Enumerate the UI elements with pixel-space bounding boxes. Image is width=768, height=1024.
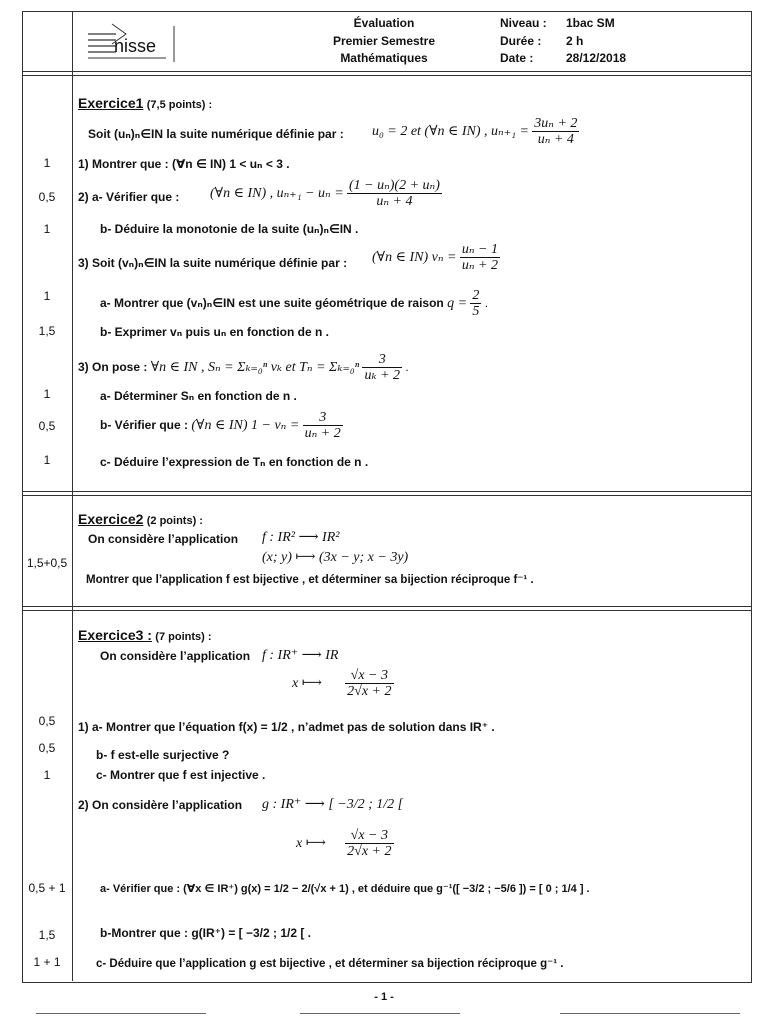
exercise2-heading xyxy=(78,511,203,527)
ex1-q3b: b- Exprimer vₙ puis uₙ en fonction de n . xyxy=(100,325,329,339)
exercise1-heading xyxy=(78,95,212,111)
ex1-q4a: a- Déterminer Sₙ en fonction de n . xyxy=(100,389,297,403)
ex1-q3-label: 3) Soit (vₙ)ₙ∈IN la suite numérique définie par : xyxy=(78,256,348,270)
points-ex3-1c: 1 xyxy=(43,768,51,782)
ex3-map2: x ⟼ $\frac{√x - 3}{2√x + 2}$ xyxy=(292,668,392,700)
points-ex3-1a: 0,5 xyxy=(38,714,56,728)
ex2-map1: f : IR² ⟶ IR² xyxy=(262,530,340,545)
ex2-line3: Montrer que l’application f est bijective , et déterminer sa bijection réciproque f⁻¹ . xyxy=(86,574,534,586)
points-q4c: 1 xyxy=(43,453,51,467)
points-q4a: 1 xyxy=(43,387,51,401)
exercise2-title: Exercice2 xyxy=(78,511,144,527)
header-title-2: Premier Semestre xyxy=(332,34,436,48)
points-column-divider xyxy=(72,11,73,981)
points-ex3-2a: 0,5 + 1 xyxy=(28,881,66,895)
header-divider xyxy=(22,71,751,76)
exercise1-title: Exercice1 xyxy=(78,95,144,111)
ex3-q2a: a- Vérifier que : (∀x ∈ IR⁺) g(x) = 1/2 − 2/(√x + 1) , et déduire que g⁻¹([ −3/2 ; −5/6 ]) = [ 0 ; 1/4 ] . xyxy=(100,883,590,895)
exercise3-title: Exercice3 : xyxy=(78,627,152,643)
footer-rule-left xyxy=(36,1013,206,1014)
duree-label: Durée : xyxy=(500,34,542,48)
section-divider-1 xyxy=(22,491,751,496)
date-label: Date : xyxy=(500,51,534,65)
exercise3-points: (7 points) : xyxy=(155,631,212,643)
ex1-q4: 3) On pose : ∀n ∈ IN , Sₙ = Σₖ₌₀ⁿ vₖ et Tₙ = Σₖ₌₀ⁿ $\frac{3}{\text{uₖ + 2}}$ . xyxy=(78,352,409,384)
page-number: - 1 - xyxy=(374,991,394,1003)
ex3-q2-map: g : IR⁺ ⟶ [ −3/2 ; 1/2 [ xyxy=(262,797,404,812)
points-q3b: 1,5 xyxy=(38,324,56,338)
ex2-map2: (x; y) ⟼ (3x − y; x − 3y) xyxy=(262,550,409,565)
points-q3a: 1 xyxy=(43,289,51,303)
points-q2b: 1 xyxy=(43,222,51,236)
ex1-q2b: b- Déduire la monotonie de la suite (uₙ)ₙ∈IN . xyxy=(100,222,359,236)
ex3-line1: On considère l’application xyxy=(100,649,251,663)
ex1-q3a: a- Montrer que (vₙ)ₙ∈IN est une suite géométrique de raison q = $\frac{2}{5}$ . xyxy=(100,288,489,320)
ex3-map1: f : IR⁺ ⟶ IR xyxy=(262,648,339,663)
section-divider-2 xyxy=(22,606,751,611)
ex3-q2b: b-Montrer que : g(IR⁺) = [ −3/2 ; 1/2 [ . xyxy=(100,926,312,940)
ex3-q1c: c- Montrer que f est injective . xyxy=(96,768,266,782)
ex1-q2a-formula: (∀n ∈ IN) , uₙ₊₁ − uₙ = $\frac{\text{(1 − uₙ)(2 + uₙ)}}{\text{uₙ + 4}}$ xyxy=(210,178,440,210)
points-q1: 1 xyxy=(43,156,51,170)
ex1-q2a-label: 2) a- Vérifier que : xyxy=(78,190,180,204)
header-title-3: Mathématiques xyxy=(340,51,428,65)
ex3-q1b: b- f est-elle surjective ? xyxy=(96,748,230,762)
points-q2a: 0,5 xyxy=(38,190,56,204)
ex3-q2-map2: x ⟼ $\frac{√x - 3}{2√x + 2}$ xyxy=(296,828,392,860)
niveau-label: Niveau : xyxy=(500,16,547,30)
ex3-q2c: c- Déduire que l’application g est bijective , et déterminer sa bijection réciproque g⁻¹ . xyxy=(96,958,564,970)
points-q4b: 0,5 xyxy=(38,419,56,433)
footer-rule-right xyxy=(560,1013,740,1014)
footer-rule-center xyxy=(300,1013,460,1014)
exercise2-points: (2 points) : xyxy=(146,515,203,527)
ex1-q3-formula: (∀n ∈ IN) vₙ = $\frac{\text{uₙ − 1}}{\text{uₙ + 2}}$ xyxy=(372,242,498,274)
ex1-q4b: b- Vérifier que : (∀n ∈ IN) 1 − vₙ = $\frac{3}{\text{uₙ + 2}}$ xyxy=(100,410,341,442)
ex3-q1a: 1) a- Montrer que l’équation f(x) = 1/2 , n’admet pas de solution dans IR⁺ . xyxy=(78,720,495,734)
points-ex2: 1,5+0,5 xyxy=(26,556,68,570)
points-ex3-2c: 1 + 1 xyxy=(33,955,61,969)
header-title-1: Évaluation xyxy=(353,16,415,30)
ex1-intro: Soit (uₙ)ₙ∈IN la suite numérique définie par : xyxy=(88,127,344,141)
points-ex3-1b: 0,5 xyxy=(38,741,56,755)
ex1-q1: 1) Montrer que : (∀n ∈ IN) 1 < uₙ < 3 . xyxy=(78,157,290,171)
logo-text: nisse xyxy=(114,36,157,56)
exercise3-heading xyxy=(78,627,212,643)
duree-value: 2 h xyxy=(566,34,584,48)
ex3-q2-label: 2) On considère l’application xyxy=(78,798,243,812)
exercise1-points: (7,5 points) : xyxy=(146,99,213,111)
ex1-q4c: c- Déduire l’expression de Tₙ en fonction de n . xyxy=(100,455,369,469)
ex1-definition: u₀ = 2 et (∀n ∈ IN) , uₙ₊₁ = $\frac{\text{3uₙ + 2}}{\text{uₙ + 4}}$ xyxy=(372,116,578,148)
points-ex3-2b: 1,5 xyxy=(38,928,56,942)
ex2-line1: On considère l’application xyxy=(88,532,239,546)
niveau-value: 1bac SM xyxy=(566,16,615,30)
date-value: 28/12/2018 xyxy=(566,51,627,65)
